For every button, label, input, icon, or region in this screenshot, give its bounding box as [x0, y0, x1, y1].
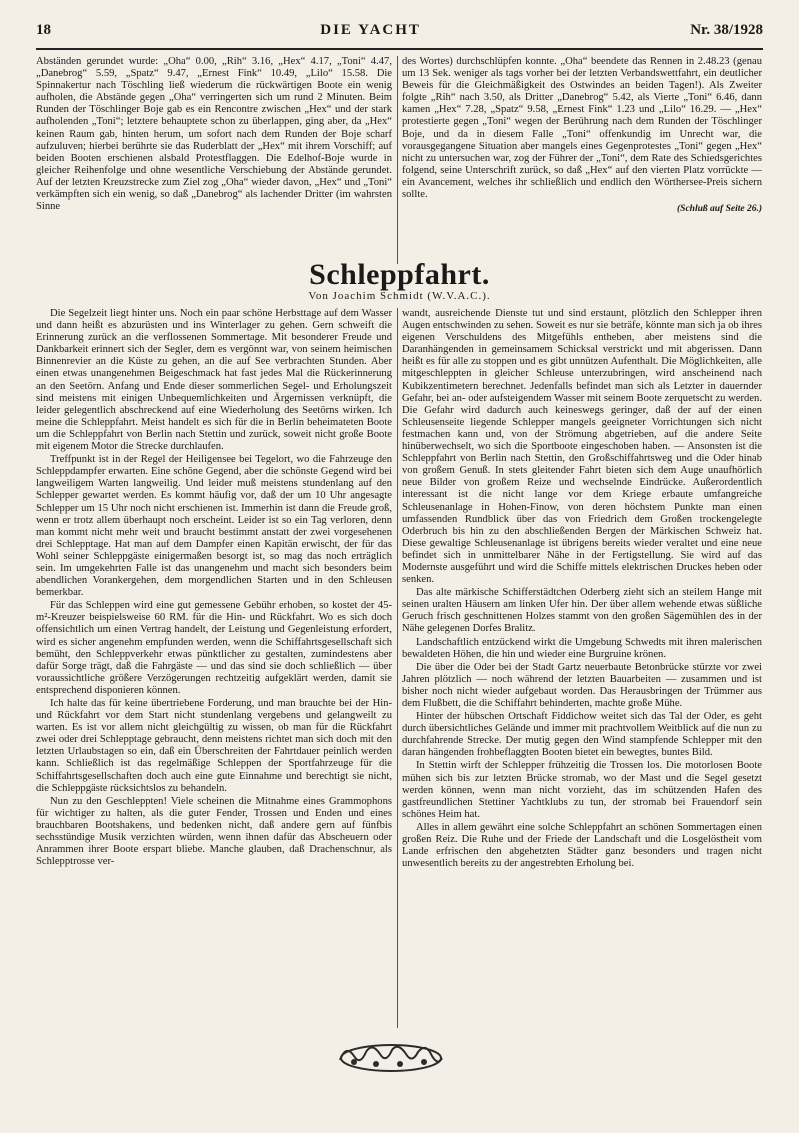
- header-rule: [36, 48, 763, 50]
- paragraph: wandt, ausreichende Dienste tut und sind erstaunt, plötzlich den Schlepper ihren Augen entschwinden zu sehen. Soweit es nur sie beträfe, könnte man sich ja ob ihres eigenen Verschuldens des Mitgefühls entheben, aber meistens sind die Daranhängenden in gemeinsamem Schicksal verstrickt und mit abgerissen. Dann heißt es für alle zu stoppen und es gibt unnützen Aufenthalt. Die Möglichkeiten, alle mitgeschleppten in gleicher Schleuse unterzubringen, wird anscheinend nach Kubikzentimetern berechnet. Jedenfalls befindet man sich als Letzter in dauernder Gefahr, bei an- oder aufsteigendem Wasser mit seinem Boote zerquetscht zu werden. Die Gefahr wird dadurch auch keineswegs geringer, daß der auf der einen Schleusenseite liegende Schlepper mangels geeigneter Vorrichtungen sich nicht festmachen kann und, von der Strömung abgetrieben, auf die andere Seite hinüberwechselt, wo sich die Sportboote eingeschoben haben. — Ansonsten ist die Schleppfahrt von Berlin nach Stettin, den Großschiffahrtsweg und die Oder hinab von großem Genuß. In stets gleitender Fahrt bieten sich dem Auge unaufhörlich neue Bilder von großem Reize und wechselnde Eindrücke. Außerordentlich interessant ist die nicht lange vor dem Kriege erbaute umfangreiche Schleusenanlage in Hohen-Finow, von deren höchstem Punkte man einen umfassenden Rundblick über das von Friedrich dem Großen trockengelegte Oderbruch bis hin zu den abschließenden Bergen der Märkischen Schweiz hat. Diese gewaltige Schleusenanlage ist übrigens bereits wieder veraltet und eine neue befindet sich in unmittelbarer Nähe in der Fertigstellung. Sie wird auf das Modernste ausgeführt und wird die Schiffe mittels elektrischen Druckes heben oder senken.: [402, 308, 762, 586]
- paragraph: Alles in allem gewährt eine solche Schleppfahrt an schönen Sommertagen einen großen Reiz. Die Ruhe und der Friede der Landschaft und die Losgelöstheit vom Lande erfrischen den abgehetzten Städter ganz besonders und tragen nicht unwesentlich bereits zu der angestrebten Erholung bei.: [402, 821, 762, 870]
- paragraph: Das alte märkische Schifferstädtchen Oderberg zieht sich an steilem Hange mit seinen uralten Häusern am linken Ufer hin. Der über allem wehende etwas süßliche Geruch frisch geschnittenen Holzes stammt von den großen Sägemühlen des in der Nähe gelegenen Dorfes Bralitz.: [402, 587, 762, 635]
- article-left-column: [36, 308, 392, 868]
- paragraph: Für das Schleppen wird eine gut gemessene Gebühr erhoben, so kostet der 45-m²-Kreuzer beispielsweise 60 RM. für die Hin- und Rückfahrt. Wo es sich doch offensichtlich um einen Vertrag handelt, der Leistung und Gegenleistung erfordert, wird es sicher angenehm empfunden werden, wenn die Schiffahrtsgesellschaft sich bemüht, den Schleppverkehr etwas pünktlicher zu gestalten, zumindestens aber dafür Sorge trägt, daß die Fahrgäste — und das sind sie doch schließlich — über voraussichtliche größere Verzögerungen rechtzeitig aufgeklärt werden, damit sie entsprechend disponieren können.: [36, 600, 392, 696]
- paragraph: In Stettin wirft der Schlepper frühzeitig die Trossen los. Die motorlosen Boote mühen sich bis zur letzten Brücke stromab, wo der Mast und die Segel gesetzt werden können, wenn man nicht vorzieht, das im schützenden Hafen des gastfreundlichen Stettiner Yachtklubs zu tun, der stromab bei Frauendorf sein schönes Heim hat.: [402, 760, 762, 820]
- paragraph: Treffpunkt ist in der Regel der Heiligensee bei Tegelort, wo die Fahrzeuge den Schleppdampfer erwarten. Eine schöne Gegend, aber die schönste Gegend wird bei langweiligem Warten langweilig. Und leider muß meistens stundenlang auf den Schlepper gewartet werden. Es kommt häufig vor, daß der um 10 Uhr angesagte Schlepper um 15 Uhr noch nicht erschienen ist. Immerhin ist dann die Freude groß, wenn er trotz allem überhaupt noch erscheint. Leider ist so ein Tag verloren, denn man kommt nicht mehr weit und braucht bestimmt anstatt der zwei vorgesehenen drei Schlepptage. Hat man auf dem Dampfer einen Kapitän erwischt, der für das Wohl seiner Schleppgäste einigermaßen besorgt ist, so mag das noch erträglich sein. Im umgekehrten Falle ist das unangenehm und macht sich besonders beim abendlichen Vorankergehen, dem morgendlichen Starten und in den Schleusen bemerkbar.: [36, 454, 392, 599]
- prev-article-right-text: des Wortes) durchschlüpfen konnte. „Oha“ beendete das Rennen in 2.48.23 (genau um 13 Sek. weniger als tags vorher bei der letzten Verbandswettfahrt, ein deutlicher Beweis für die Gleichmäßigkeit des Ostwindes an beiden Tagen!). Als Zweiter folgte „Rih“ nach 3.50, als Dritter „Danebrog“ 5.42, als Vierte „Toni“ 6.46, dann kamen „Hex“ 7.28, „Spatz“ 9.58, „Ernest Fink“ 1.23 und „Lilo“ 16.29. — „Hex“ protestierte gegen „Toni“ wegen der Berührung nach dem Runden der Töschlinger Boje, und da in diesem Falle „Toni“ offenkundig im Unrecht war, die vorausgegangene Situation aber mangels eines Gegenprotestes „Toni“ gegen „Hex“ nicht zu untersuchen war, zog der Führer der „Toni“, dem Rate des Schiedsgerichtes folgend, seine Unterschrift zurück, so daß „Hex“ auf den vierten Platz vorrückte — ein Avancement, welches ihr schließlich und endlich den Wörthersee-Preis sichern sollte.: [402, 56, 762, 201]
- prev-article-right-column: [402, 56, 762, 215]
- column-divider-article: [397, 308, 398, 1028]
- prev-article-left-column: [36, 56, 392, 213]
- article-byline: Von Joachim Schmidt (W.V.A.C.).: [308, 290, 491, 302]
- issue-number: Nr. 38/1928: [690, 22, 763, 38]
- prev-article-left-text: Abständen gerundet wurde: „Oha“ 0.00, „Rih“ 3.16, „Hex“ 4.17, „Toni“ 4.47, „Danebrog“ 5.59, „Spatz“ 9.47, „Ernest Fink“ 10.49, „Lilo“ 15.58. Die Spinnakertur nach Töschling ließ wiederum die rückwärtigen Boote ein wenig aufholen, die Abstände gegen „Oha“ verringerten sich um rund 2 Minuten. Beim Runden der Töschlinger Boje gab es ein Rencontre zwischen „Hex“ und der stark aufholenden „Toni“; letztere behauptete schon zu überlappen, ging aber, da „Hex“ keinen Raum gab, hinten herum, um sofort nach dem Runden der Boje scharf aufzuluven; hierbei berührte sie das Ruderblatt der „Hex“ mit ihrem Vorschiff; auf beiden Booten erschienen alsbald Protestflaggen. Die Edelhof-Boje wurde in gleicher Reihenfolge und ohne wesentliche Verschiebung der Abstände gerundet. Auf der letzten Kreuzstrecke zum Ziel zog „Oha“ wieder davon, „Hex“ und „Toni“ verkämpften sich ein wenig, so daß „Danebrog“ als lachender Dritter (im wahrsten Sinne: [36, 56, 392, 213]
- article-right-column: [402, 308, 762, 870]
- paragraph: Ich halte das für keine übertriebene Forderung, und man brauchte bei der Hin- und Rückfahrt vor dem Start nicht stundenlang vergebens und gelangweilt zu warten. Es ist vor allem nicht gleichgültig zu wissen, ob man für die Rückfahrt zwei oder drei Schlepptage gebraucht, denn meistens richtet man sich doch mit den letzten Urlaubstagen so ein, daß ein Überschreiten der Fahrtdauer peinlich werden kann. Schließlich ist das regelmäßige Schleppen der Sportfahrzeuge für die Schiffahrtsgesellschaften doch auch eine gute Einnahme und berechtigt sie nicht, die Schleppgäste rücksichtslos zu behandeln.: [36, 698, 392, 794]
- page-header: [36, 22, 763, 48]
- page-number: 18: [36, 22, 51, 38]
- yacht-vignette-ornament: [336, 1040, 446, 1074]
- paragraph: Die über die Oder bei der Stadt Gartz neuerbaute Betonbrücke stürzte vor zwei Jahren plötzlich — noch während der letzten Bauarbeiten — zusammen und ist bisher noch nicht wieder aufgebaut worden. Das Herausbringen der Trümmer aus dem Flußbett, die die Schiffahrt behinderten, machte große Mühe.: [402, 661, 762, 709]
- paragraph: Landschaftlich entzückend wirkt die Umgebung Schwedts mit ihren malerischen bewaldeten Höhen, die hin und wieder eine Burgruine krönen.: [402, 636, 762, 660]
- journal-title: DIE YACHT: [320, 22, 421, 38]
- paragraph: Die Segelzeit liegt hinter uns. Noch ein paar schöne Herbsttage auf dem Wasser und dann heißt es abzurüsten und ins Winterlager zu gehen. Gern schweift die Erinnerung zurück an die verflossenen Sommertage. Mit besonderer Freude und Dankbarkeit erinnert sich der Segler, dem es vergönnt war, von seinem heimischen Binnenrevier an die Küste zu gehen, an die auf See verbrachten Stunden. Aber einen etwas unangenehmen Beigeschmack hat fast jedes Mal die Rückerinnerung an den Seetörn. Anfang und Ende dieser sommerlichen Segel- und Erholungszeit sind meistens mit einigen Unbequemlichkeiten und Ärgernissen verknüpft, die leider gelegentlich abschreckend auf eine Wiederholung des Seetörns wirken. Ich meine die Schleppfahrt. Meist handelt es sich für die in Berlin beheimateten Boote um die Schleppfahrt von Berlin nach Stettin und zurück, soweit nicht große Boote mit eigenem Motor die Strecke durchlaufen.: [36, 308, 392, 453]
- column-divider-top: [397, 56, 398, 264]
- paragraph: Hinter der hübschen Ortschaft Fiddichow weitet sich das Tal der Oder, es geht durch übersichtliches Gelände und immer mit prachtvollem Weitblick auf die nun zu durchfahrende Strecke. Der mutig gegen den Wind stampfende Schlepper mit den daran hängenden frohbeflaggten Booten bietet ein bewegtes, buntes Bild.: [402, 711, 762, 759]
- continuation-note: (Schluß auf Seite 26.): [677, 204, 762, 215]
- paragraph: Nun zu den Geschleppten! Viele scheinen die Mitnahme eines Grammophons für wichtiger zu halten, als die guter Fender, Trossen und Enden und eines brauchbaren Bootshakens, und bedenken nicht, daß andere gern auf fünfbis sechsstündige Musik verzichten würden, wenn ihnen dafür das Abscheuern oder Anrammen ihrer Boote erspart bliebe. Manche glauben, daß Drachenschnur, als Schlepptrosse ver-: [36, 795, 392, 868]
- article-headline: Schleppfahrt.: [309, 258, 490, 291]
